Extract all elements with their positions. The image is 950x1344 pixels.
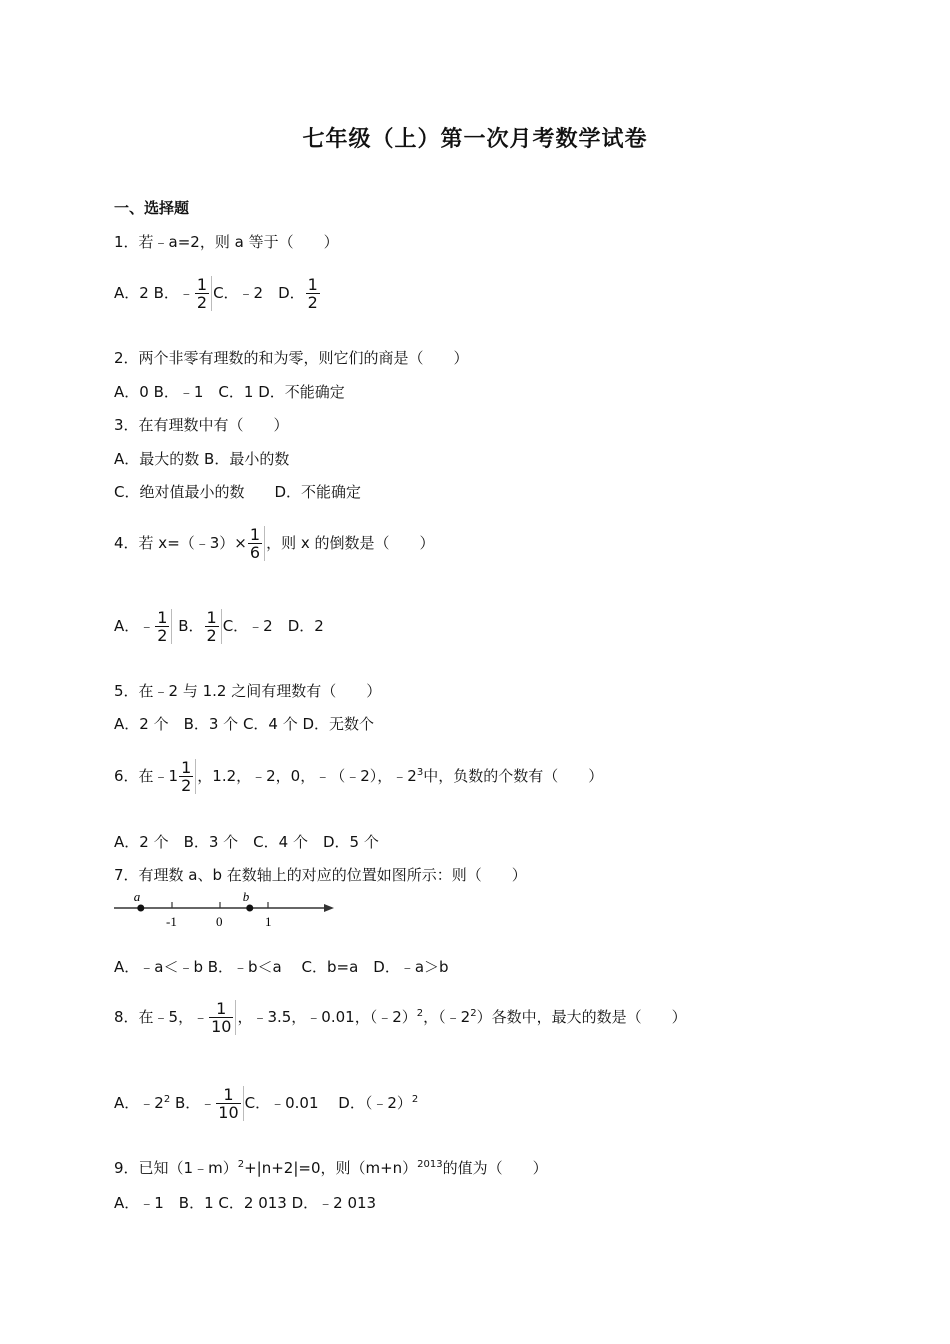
question-4-options [114, 609, 324, 644]
option-text: B．﹣ [174, 1094, 216, 1112]
denominator: 6 [249, 543, 261, 562]
stem-text: 6．在﹣1 [114, 767, 179, 785]
number-line-figure [112, 890, 342, 934]
fraction [306, 276, 322, 311]
numerator: 1 [196, 275, 208, 294]
numerator: 1 [216, 999, 227, 1018]
fraction [179, 759, 196, 794]
fraction [155, 609, 172, 644]
superscript: 2013 [417, 1159, 443, 1170]
superscript: 2 [470, 1008, 477, 1019]
tick-label-one: 1 [265, 914, 272, 929]
stem-text: ，1.2，﹣2，0，﹣（﹣2），﹣2 [197, 767, 417, 785]
question-6-stem [114, 759, 603, 794]
option-text: C．﹣2 D． [213, 284, 305, 302]
axis-arrow-icon [324, 904, 334, 912]
denominator: 10 [211, 1017, 232, 1036]
question-9-stem [114, 1157, 548, 1178]
numerator: 1 [206, 608, 217, 627]
label-a: a [133, 890, 141, 904]
tick-label-zero: 0 [216, 914, 223, 929]
stem-text: 8．在﹣5，﹣ [114, 1008, 209, 1026]
fraction [205, 609, 222, 644]
stem-text: ，（﹣2 [423, 1008, 471, 1026]
stem-text: 中，负数的个数有（ ） [423, 767, 604, 785]
question-5-stem: 5．在﹣2 与 1.2 之间有理数有（ ） [114, 682, 382, 700]
question-7-options: A．﹣a＜﹣b B．﹣b＜a C．b=a D．﹣a＞b [114, 958, 449, 976]
option-text: B． [173, 617, 204, 635]
question-2-options: A．0 B．﹣1 C．1 D．不能确定 [114, 383, 345, 401]
stem-text: ，﹣3.5，﹣0.01，（﹣2） [237, 1008, 417, 1026]
fraction [248, 526, 265, 561]
question-4-stem [114, 526, 434, 561]
question-8-stem [114, 1000, 687, 1035]
stem-text: 4．若 x=（﹣3）× [114, 534, 247, 552]
question-3-options-cd: C．绝对值最小的数 D．不能确定 [114, 483, 362, 501]
fraction [195, 276, 212, 311]
option-text: A．2 B． [114, 284, 179, 302]
denominator: 2 [196, 293, 208, 312]
superscript: 2 [163, 1094, 171, 1105]
point-a [137, 905, 144, 912]
page-title: 七年级（上）第一次月考数学试卷 [302, 127, 648, 152]
stem-text: 9．已知（1﹣m） [114, 1159, 238, 1177]
question-3-options-ab: A．最大的数 B．最小的数 [114, 450, 290, 468]
denominator: 2 [206, 626, 217, 645]
question-8-options [114, 1086, 418, 1121]
stem-text: +|n+2|=0，则（m+n） [244, 1159, 418, 1177]
fraction [209, 1000, 236, 1035]
question-2-stem: 2．两个非零有理数的和为零，则它们的商是（ ） [114, 349, 469, 367]
tick-label-minus-1: -1 [166, 914, 177, 929]
question-9-options: A．﹣1 B．1 C．2 013 D．﹣2 013 [114, 1194, 377, 1212]
superscript: 2 [411, 1094, 419, 1105]
question-1-options [114, 276, 323, 311]
point-b [246, 905, 253, 912]
question-7-stem: 7．有理数 a、b 在数轴上的对应的位置如图所示：则（ ） [114, 866, 527, 884]
denominator: 2 [181, 776, 192, 795]
superscript: 2 [416, 1008, 424, 1019]
numerator: 1 [307, 275, 318, 294]
superscript: 2 [237, 1159, 245, 1170]
option-text: A．﹣ [114, 617, 155, 635]
stem-text: 的值为（ ） [442, 1159, 548, 1177]
stem-text: ）各数中，最大的数是（ ） [476, 1008, 687, 1026]
numerator: 1 [157, 608, 168, 627]
numerator: 1 [249, 525, 261, 544]
denominator: 2 [157, 626, 168, 645]
fraction [216, 1086, 243, 1121]
numerator: 1 [223, 1085, 234, 1104]
question-6-options: A．2 个 B．3 个 C．4 个 D．5 个 [114, 833, 379, 851]
question-3-stem: 3．在有理数中有（ ） [114, 416, 289, 434]
option-text: C．﹣2 D．2 [222, 617, 324, 635]
option-text: A．﹣2 [114, 1094, 164, 1112]
denominator: 10 [218, 1103, 239, 1122]
denominator: 2 [307, 293, 318, 312]
numerator: 1 [181, 758, 192, 777]
stem-text: ，则 x 的倒数是（ ） [266, 534, 435, 552]
option-text: ﹣ [178, 284, 194, 302]
question-1-stem: 1．若﹣a=2，则 a 等于（ ） [114, 233, 339, 251]
section-heading: 一、选择题 [114, 199, 190, 217]
superscript: 3 [416, 767, 424, 778]
label-b: b [242, 890, 250, 904]
question-5-options: A．2 个 B．3 个 C．4 个 D．无数个 [114, 715, 375, 733]
option-text: C．﹣0.01 D．（﹣2） [244, 1094, 412, 1112]
